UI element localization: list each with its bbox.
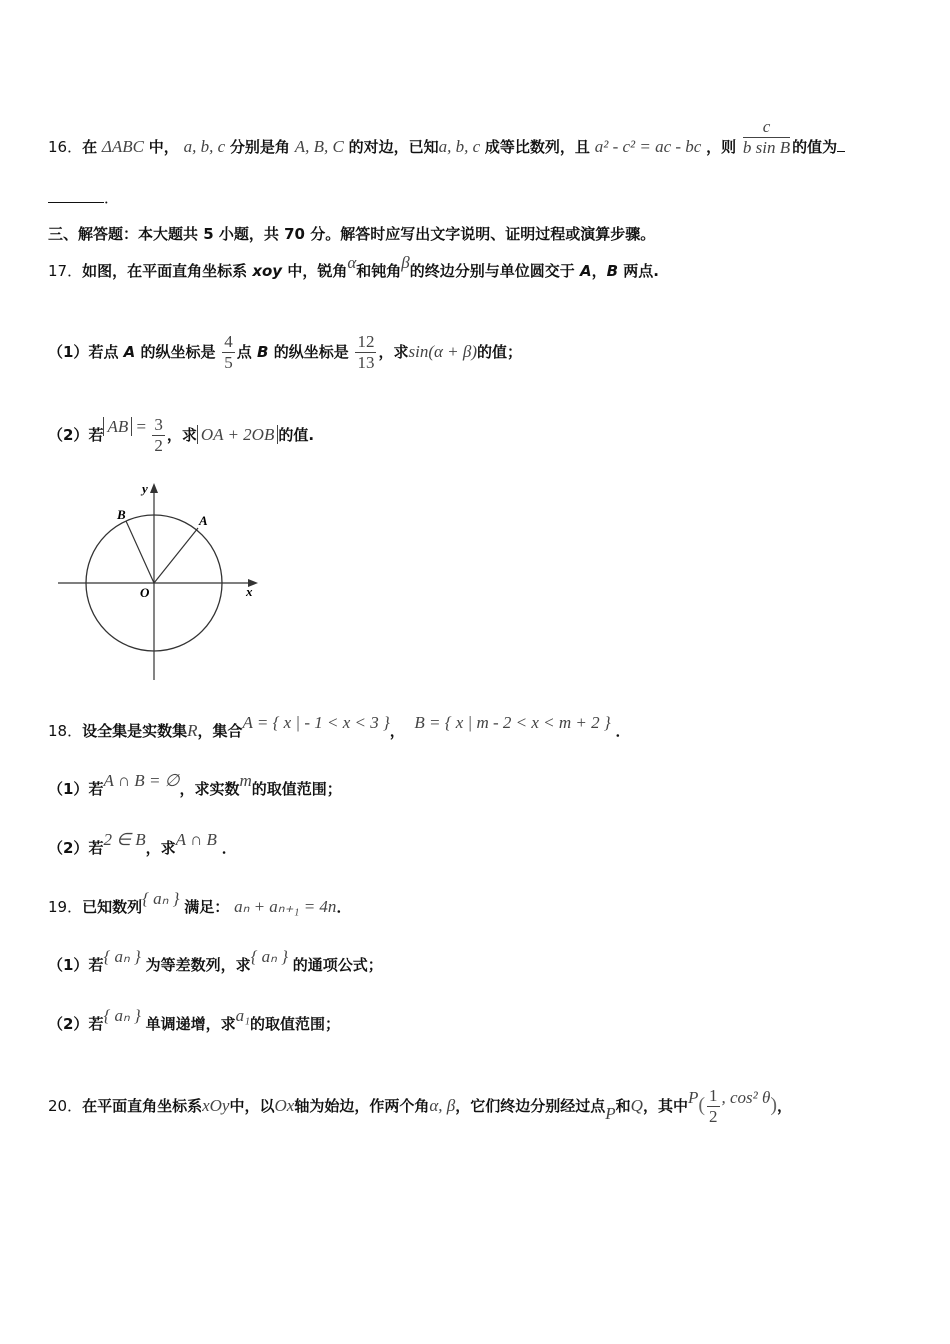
question-16: 16．在 ΔABC 中， a, b, c 分别是角 A, B, C 的对边，已知a, b, c 成等比数列，且 a² - c² = ac - bc ，则 $\frac{c}{\text{b sin B}}$ 的值为: [48, 127, 845, 168]
label-y: y: [142, 481, 148, 496]
question-20: 20．在平面直角坐标系xOy中，以Ox轴为始边，作两个角α, β，它们终边分别经过点P和Q，其中P( $\frac{1}{2}$ , cos² θ)，: [48, 1086, 793, 1126]
fraction-4-5: $\frac{4}{5}$: [224, 332, 233, 372]
answer-blank[interactable]: [837, 151, 845, 152]
q19-number: 19．: [48, 898, 83, 916]
section-heading: 三、解答题：本大题共 5 小题，共 70 分。解答时应写出文字说明、证明过程或演算步骤。: [48, 225, 656, 243]
q17-part-1: （1）若点 A 的纵坐标是 $\frac{4}{5}$ 点 B 的纵坐标是 $\frac{12}{13}$ ，求sin(α + β)的值；: [48, 332, 523, 372]
q17-part-2: （2）若 AB = $\frac{3}{2}$ ，求 OA + 2OB 的值.: [48, 415, 315, 455]
q17-number: 17．: [48, 262, 83, 280]
label-origin: O: [140, 585, 150, 600]
q16-number: 16．: [48, 138, 83, 156]
answer-blank-continued[interactable]: [48, 202, 104, 203]
question-19: 19．已知数列{ aₙ } 满足： aₙ + aₙ₊₁ = 4n．: [48, 889, 352, 916]
fraction-c-over-bsinB: $\frac{c}{\text{b sin B}}$: [742, 117, 791, 157]
q18-part-1: （1）若A ∩ B = ∅，求实数m的取值范围；: [48, 771, 342, 798]
label-b: B: [117, 507, 126, 522]
question-17: 17．如图，在平面直角坐标系 xoy 中，锐角α和钝角β的终边分别与单位圆交于 A，B 两点.: [48, 253, 659, 280]
ray-oa: [154, 528, 198, 583]
label-a: A: [199, 513, 208, 528]
q19-part-1: （1）若{ aₙ } 为等差数列，求{ aₙ } 的通项公式；: [48, 947, 383, 974]
label-x: x: [246, 584, 253, 599]
question-18: 18．设全集是实数集R，集合A = { x | - 1 < x < 3 }， B = { x | m - 2 < x < m + 2 } ．: [48, 713, 631, 740]
ray-ob: [126, 521, 154, 583]
q20-number: 20．: [48, 1097, 83, 1115]
fraction-3-2: $\frac{3}{2}$: [154, 415, 163, 455]
fraction-1-2: $\frac{1}{2}$: [709, 1086, 718, 1126]
q18-part-2: （2）若2 ∈ B，求A ∩ B ．: [48, 830, 237, 857]
q16-blank-line: ．: [48, 188, 119, 208]
q19-part-2: （2）若{ aₙ } 单调递增，求a₁的取值范围；: [48, 1006, 341, 1033]
y-axis-arrow-icon: [150, 483, 158, 493]
fraction-12-13: $\frac{12}{13}$: [357, 332, 375, 372]
unit-circle-figure: [55, 475, 270, 685]
q18-number: 18．: [48, 722, 83, 740]
